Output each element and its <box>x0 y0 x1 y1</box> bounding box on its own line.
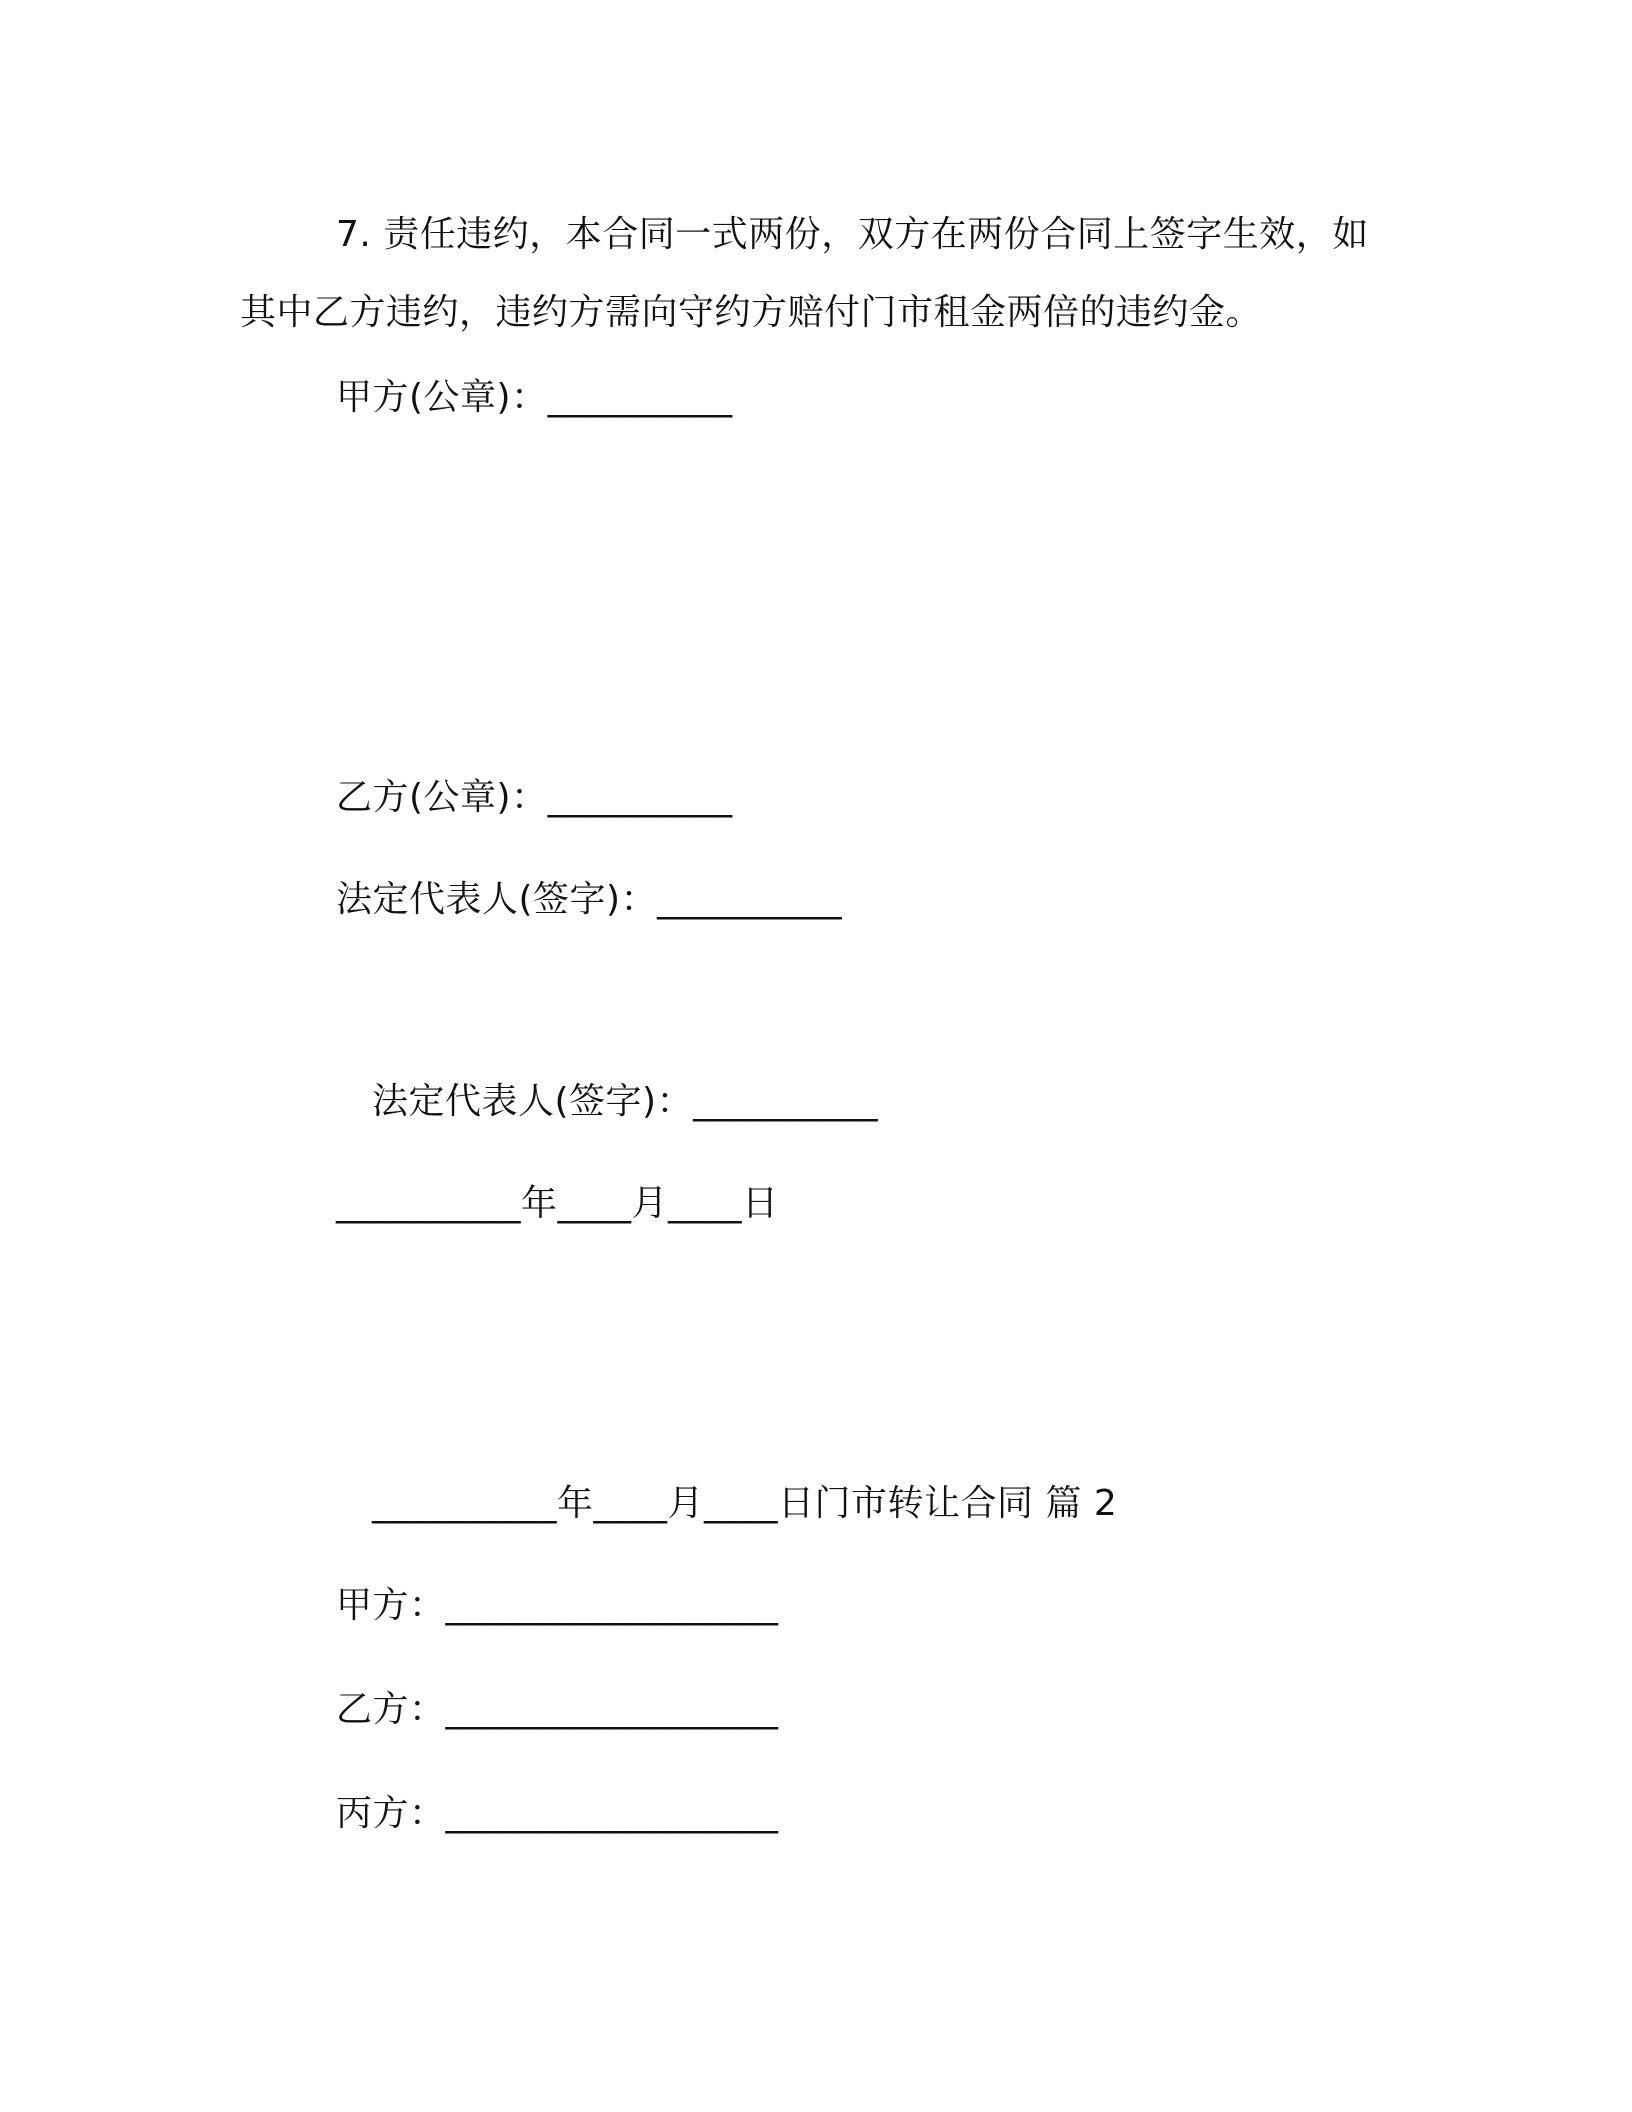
date-line: __________年____月____日 <box>336 1183 779 1224</box>
party-b-line: 乙方：__________________ <box>336 1689 779 1730</box>
party-a-line: 甲方：__________________ <box>336 1585 779 1626</box>
section-title: __________年____月____日门市转让合同 篇 2 <box>372 1483 1118 1524</box>
party-a-seal-line: 甲方(公章)：__________ <box>336 377 733 418</box>
legal-representative-line-2: 法定代表人(签字)：__________ <box>372 1081 879 1122</box>
clause-7-paragraph: 7. 责任违约，本合同一式两份，双方在两份合同上签字生效，如其中乙方违约，违约方需向守约方赔付门市租金两倍的违约金。 <box>240 214 1369 333</box>
party-c-line: 丙方：__________________ <box>336 1793 779 1834</box>
legal-representative-line: 法定代表人(签字)：__________ <box>336 879 843 920</box>
party-b-seal-line: 乙方(公章)：__________ <box>336 777 733 818</box>
